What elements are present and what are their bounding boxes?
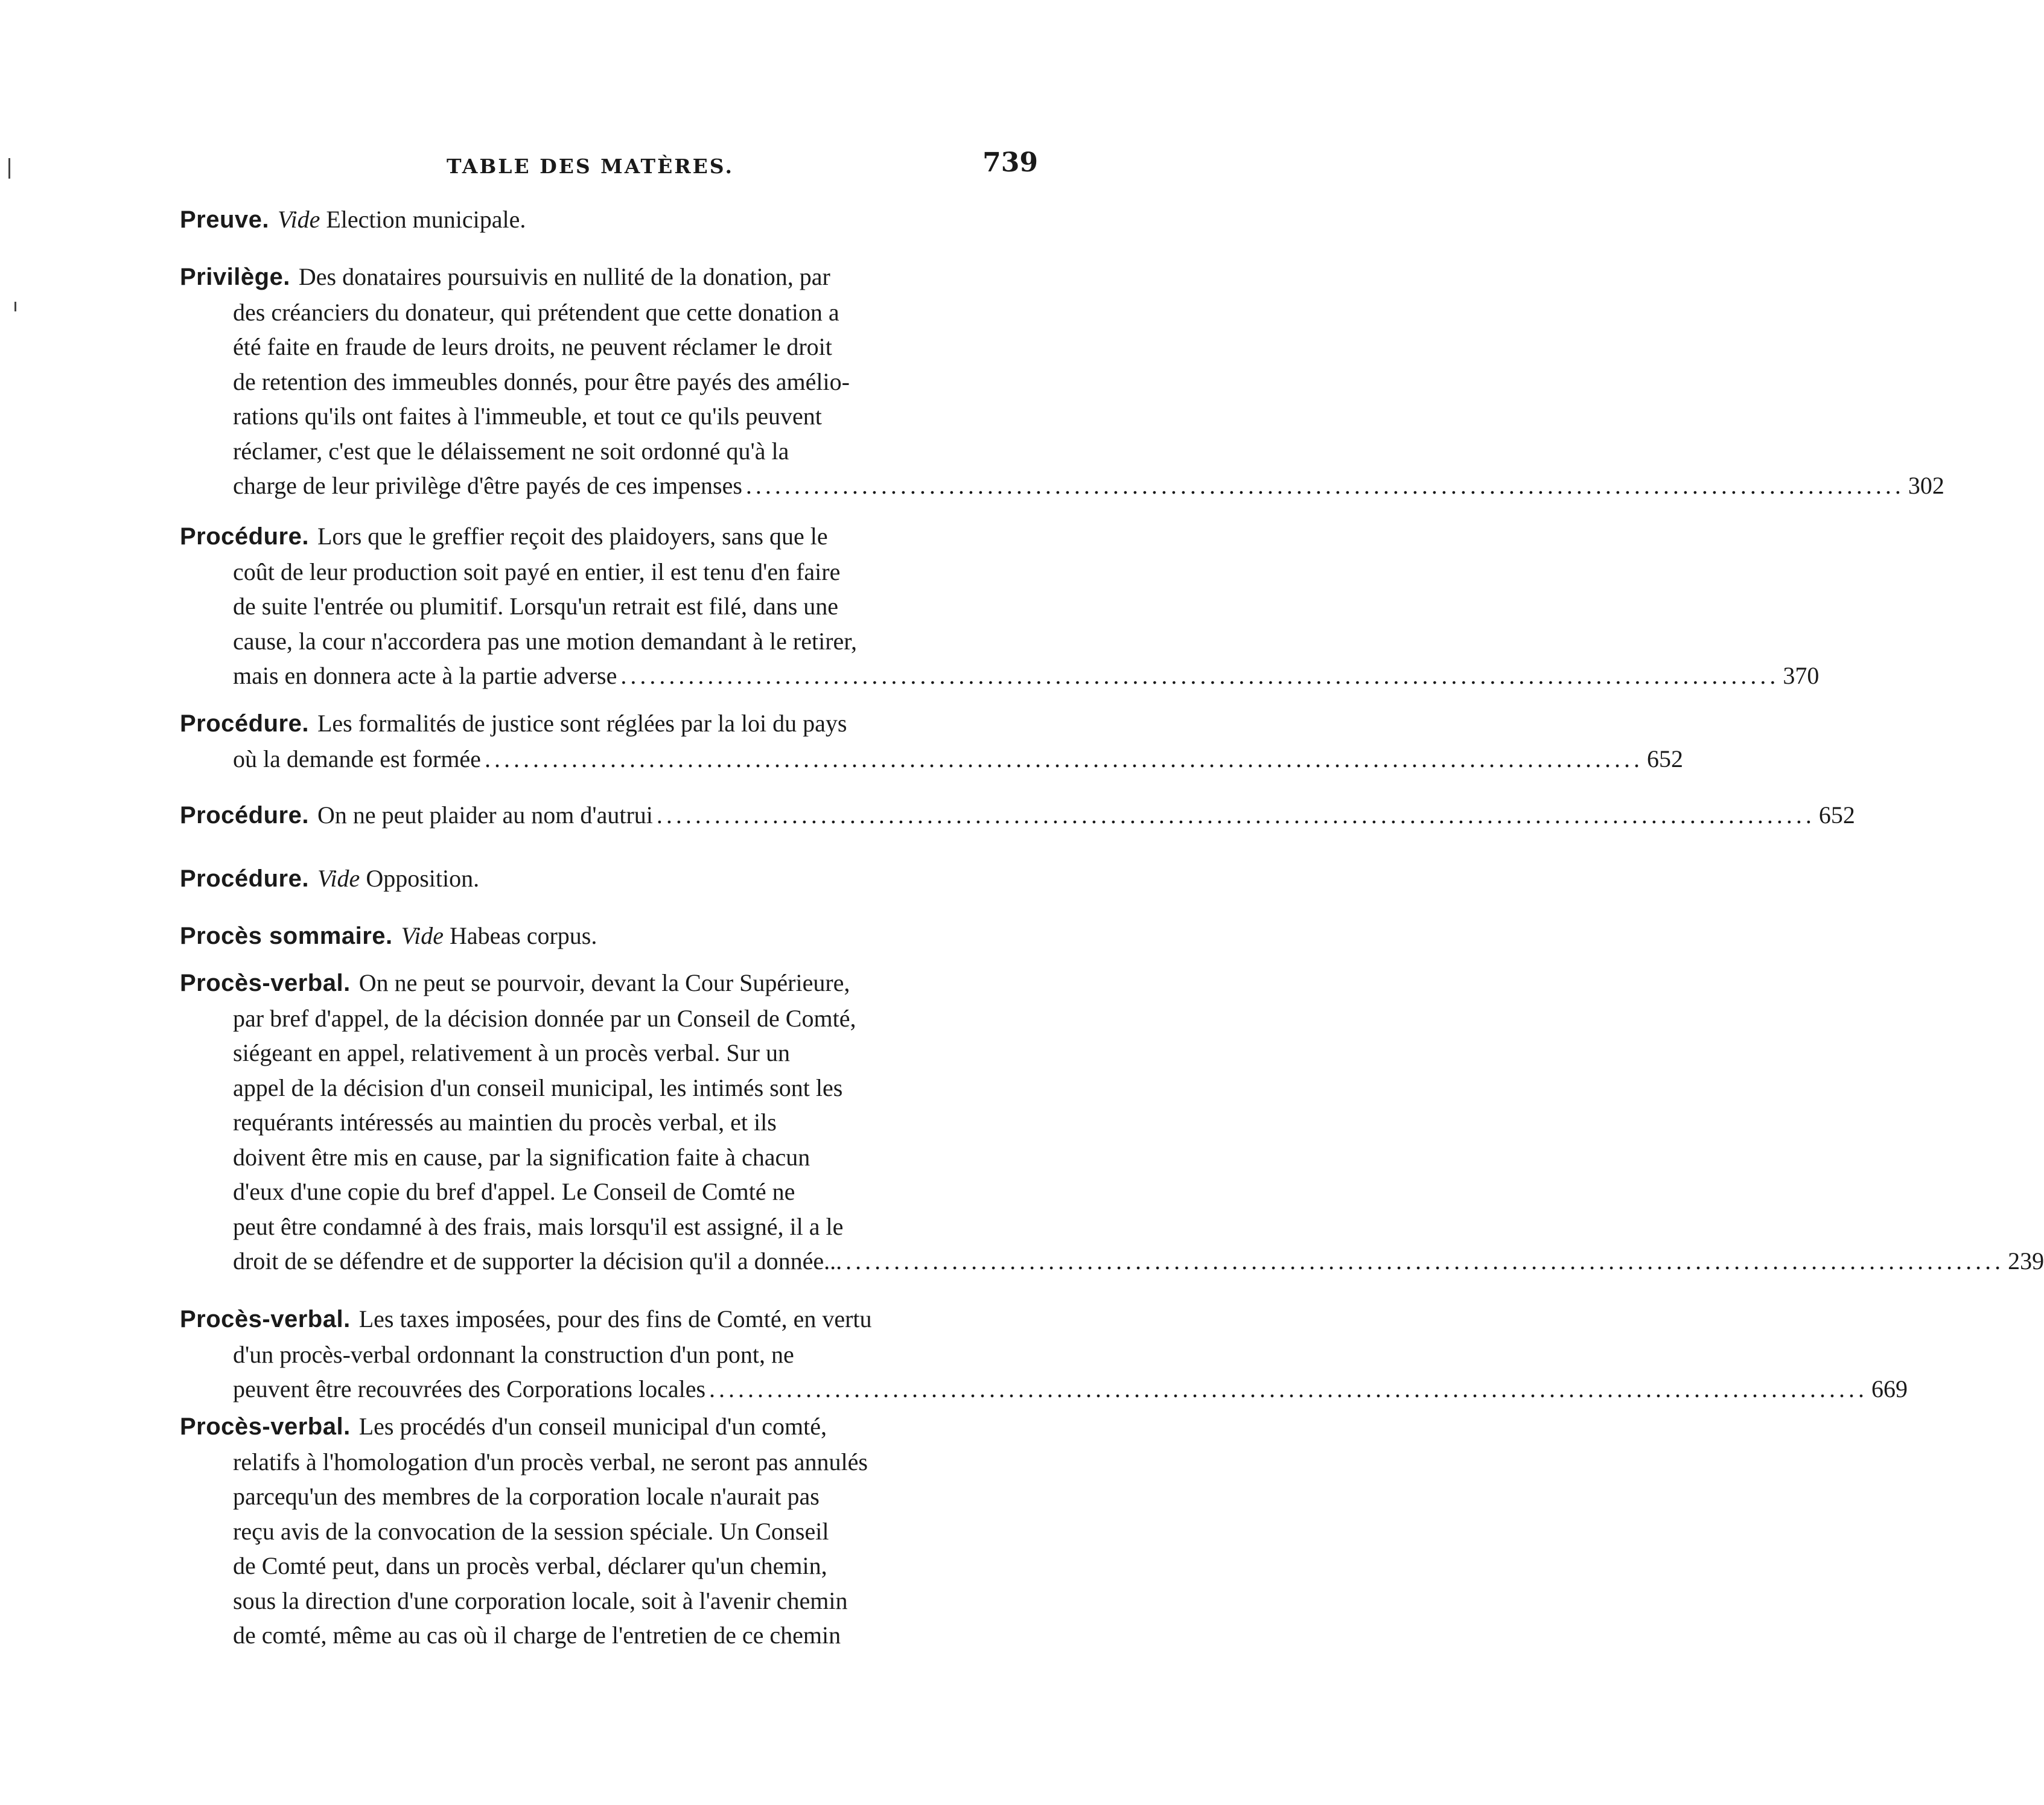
- entry-text: mais en donnera acte à la partie adverse: [233, 662, 617, 689]
- page-number: 739: [982, 147, 1038, 178]
- entry-line: [180, 742, 1683, 777]
- entry-heading: Procès-verbal.: [180, 970, 351, 996]
- vide-reference: Vide: [317, 865, 360, 892]
- entry-text: peuvent être recouvrées des Corporations locales: [233, 1375, 706, 1402]
- entry-line: de suite l'entrée ou plumitif. Lorsqu'un retrait est filé, dans une: [233, 593, 839, 620]
- entry-line: Procédure. Lors que le greffier reçoit des plaidoyers, sans que le: [180, 523, 828, 550]
- entry-line: coût de leur production soit payé en entier, il est tenu d'en faire: [233, 558, 841, 585]
- entry-line: requérants intéressés au maintien du procès verbal, et ils: [233, 1109, 777, 1136]
- entry-line: rations qu'ils ont faites à l'immeuble, et tout ce qu'ils peuvent: [233, 403, 822, 430]
- entry-line: reçu avis de la convocation de la session spéciale. Un Conseil: [233, 1517, 829, 1545]
- entry-line: sous la direction d'une corporation locale, soit à l'avenir chemin: [233, 1587, 848, 1614]
- dot-leader: ........................................................................................................................: [620, 662, 1780, 689]
- entry-line: cause, la cour n'accordera pas une motion demandant à le retirer,: [233, 627, 858, 655]
- running-title: TABLE DES MATÈRES.: [447, 154, 734, 178]
- entry-text: où la demande est formée: [233, 745, 481, 772]
- entry-heading: Procédure.: [180, 865, 309, 892]
- entry-heading: Procédure.: [180, 802, 309, 829]
- index-entry: [180, 1409, 1037, 1653]
- page-reference: 652: [1818, 801, 1855, 829]
- index-entry: [180, 1302, 1908, 1407]
- entry-line: de comté, même au cas où il charge de l'entretien de ce chemin: [233, 1622, 841, 1649]
- index-entry: [180, 861, 1037, 897]
- entry-line: d'un procès-verbal ordonnant la construction d'un pont, ne: [233, 1340, 794, 1368]
- entry-line: été faite en fraude de leurs droits, ne peuvent réclamer le droit: [233, 333, 832, 360]
- entry-line: parcequ'un des membres de la corporation locale n'aurait pas: [233, 1483, 820, 1510]
- entry-line: appel de la décision d'un conseil municipal, les intimés sont les: [233, 1074, 843, 1101]
- page-reference: 652: [1646, 745, 1683, 772]
- entry-line: par bref d'appel, de la décision donnée par un Conseil de Comté,: [233, 1004, 856, 1032]
- dot-leader: ........................................................................................................................: [709, 1375, 1868, 1402]
- entry-text: charge de leur privilège d'être payés de ces impenses: [233, 472, 742, 499]
- entry-line: Procédure. Vide Opposition.: [180, 865, 480, 892]
- index-entry: [180, 918, 1037, 954]
- scan-mark: [8, 158, 10, 179]
- index-entry: [180, 798, 1855, 833]
- page-reference: 370: [1783, 662, 1820, 689]
- index-entry: [180, 202, 1037, 238]
- entry-heading: Preuve.: [180, 206, 270, 233]
- entry-heading: Procès-verbal.: [180, 1413, 351, 1440]
- entry-line: Privilège. Des donataires poursuivis en nullité de la donation, par: [180, 263, 830, 290]
- index-entry: [180, 706, 1683, 776]
- entry-text: Procédure. On ne peut plaider au nom d'autrui: [180, 801, 653, 829]
- entry-text: droit de se défendre et de supporter la décision qu'il a donnée...: [233, 1247, 842, 1275]
- dot-leader: ........................................................................................................................: [656, 801, 1815, 829]
- index-entry: [180, 966, 2044, 1279]
- entry-line: de Comté peut, dans un procès verbal, déclarer qu'un chemin,: [233, 1552, 827, 1579]
- entry-line: [180, 798, 1855, 833]
- dot-leader: ........................................................................................................................: [484, 745, 1643, 772]
- entry-line: Preuve. Vide Election municipale.: [180, 206, 526, 233]
- entry-line: siégeant en appel, relativement à un procès verbal. Sur un: [233, 1039, 790, 1066]
- entry-line: [180, 1244, 2044, 1279]
- entry-heading: Procédure.: [180, 523, 309, 550]
- entry-line: réclamer, c'est que le délaissement ne soit ordonné qu'à la: [233, 437, 789, 465]
- page-reference: 302: [1908, 472, 1944, 499]
- scan-mark: [14, 302, 16, 311]
- page-reference: 239: [2008, 1247, 2044, 1275]
- page-reference: 669: [1871, 1375, 1908, 1402]
- entry-line: Procès-verbal. Les procédés d'un conseil municipal d'un comté,: [180, 1413, 827, 1440]
- entry-heading: Procès-verbal.: [180, 1306, 351, 1332]
- entry-line: d'eux d'une copie du bref d'appel. Le Conseil de Comté ne: [233, 1178, 795, 1205]
- vide-reference: Vide: [401, 922, 444, 949]
- entry-line: Procès-verbal. On ne peut se pourvoir, devant la Cour Supérieure,: [180, 969, 850, 996]
- dot-leader: ........................................................................................................................: [845, 1247, 2005, 1275]
- entry-line: de retention des immeubles donnés, pour être payés des amélio-: [233, 368, 850, 395]
- entry-line: Procédure. Les formalités de justice sont réglées par la loi du pays: [180, 710, 847, 737]
- index-entry: [180, 519, 1820, 693]
- entry-line: peut être condamné à des frais, mais lorsqu'il est assigné, il a le: [233, 1212, 844, 1240]
- entry-line: des créanciers du donateur, qui prétendent que cette donation a: [233, 298, 839, 326]
- entry-line: [180, 658, 1820, 693]
- entry-line: doivent être mis en cause, par la signification faite à chacun: [233, 1143, 810, 1171]
- entry-heading: Privilège.: [180, 264, 290, 290]
- running-head: [181, 147, 1038, 188]
- index-entry: [180, 259, 1944, 503]
- entry-line: relatifs à l'homologation d'un procès verbal, ne seront pas annulés: [233, 1448, 868, 1476]
- entry-line: Procès sommaire. Vide Habeas corpus.: [180, 922, 597, 949]
- vide-reference: Vide: [278, 206, 320, 233]
- dot-leader: ........................................................................................................................: [745, 472, 1905, 499]
- entry-line: Procès-verbal. Les taxes imposées, pour des fins de Comté, en vertu: [180, 1305, 872, 1332]
- entry-heading: Procès sommaire.: [180, 923, 393, 949]
- entry-line: [180, 468, 1944, 503]
- entry-line: [180, 1372, 1908, 1407]
- entry-heading: Procédure.: [180, 710, 309, 737]
